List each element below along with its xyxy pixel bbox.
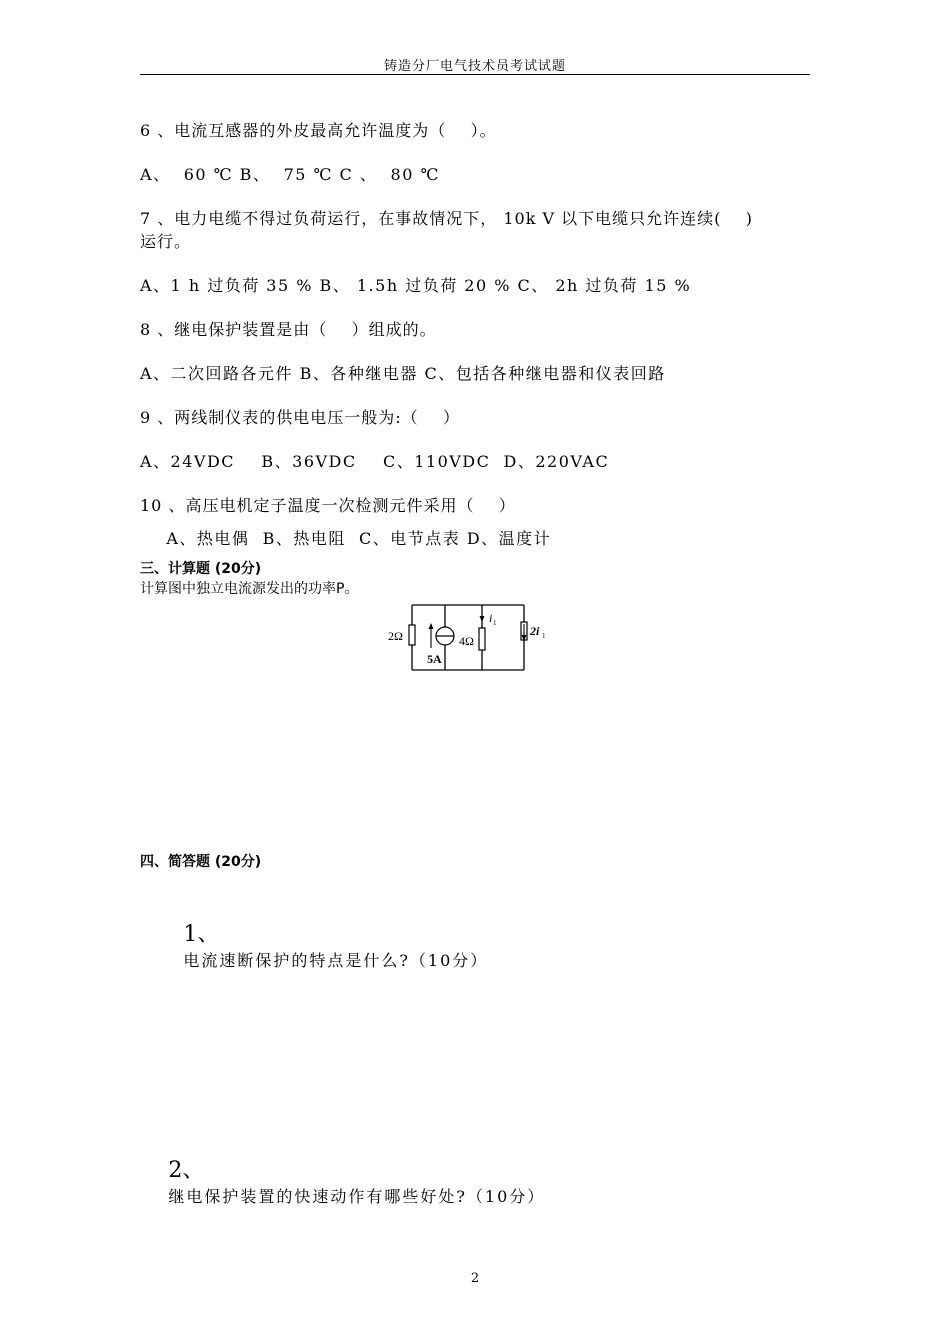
resistor-2ohm (409, 625, 415, 645)
short-question-2 (140, 1134, 545, 1226)
question-7: 7 、电力电缆不得过负荷运行，在事故情况下， 10k V 以下电缆只允许连续( ) (140, 209, 753, 228)
current-i1-label: i (489, 611, 493, 625)
question-10: 10 、高压电机定子温度一次检测元件采用（ ） (140, 496, 516, 515)
question-9-options: A、24VDC B、36VDC C、110VDC D、220VAC (140, 452, 610, 471)
question-9: 9 、两线制仪表的供电电压一般为:（ ） (140, 408, 461, 427)
header-rule (140, 74, 810, 75)
short-question-1-number: 1、 (183, 922, 220, 947)
short-question-1-text: 电流速断保护的特点是什么?（10分） (183, 951, 489, 970)
source-label: 5A (427, 652, 442, 666)
question-6: 6 、电流互感器的外皮最高允许温度为（ ）。 (140, 121, 497, 140)
short-question-2-number: 2、 (168, 1158, 205, 1183)
question-8-options: A、二次回路各元件 B、各种继电器 C、包括各种继电器和仪表回路 (140, 364, 666, 383)
resistor-4ohm (479, 628, 485, 650)
page-number: 2 (470, 1271, 480, 1286)
calc-section-prompt: 计算图中独立电流源发出的功率P。 (140, 581, 359, 597)
dependent-subscript: 1 (542, 632, 546, 640)
dependent-label: 2i (530, 624, 540, 638)
question-7-options: A、1 h 过负荷 35 % B、 1.5h 过负荷 20 % C、 2h 过负荷 15 % (140, 276, 692, 295)
short-question-1 (155, 898, 488, 990)
question-10-options: A、热电偶 B、热电阻 C、电节点表 D、温度计 (140, 529, 552, 548)
current-i1-subscript: 1 (493, 619, 497, 627)
r1-label: 2Ω (388, 629, 403, 643)
header-title: 铸造分厂电气技术员考试试题 (383, 59, 566, 74)
current-i1-arrow-icon (480, 616, 485, 622)
short-section-heading: 四、简答题 (20分) (140, 854, 262, 870)
calc-section-heading: 三、计算题 (20分) (140, 561, 262, 577)
question-8: 8 、继电保护装置是由（ ）组成的。 (140, 320, 437, 339)
r2-label: 4Ω (459, 634, 474, 648)
question-6-options: A、 60 ℃ B、 75 ℃ C 、 80 ℃ (140, 165, 440, 184)
short-question-2-text: 继电保护装置的快速动作有哪些好处?（10分） (168, 1187, 546, 1206)
circuit-diagram (385, 600, 545, 675)
question-7-continuation: 运行。 (140, 232, 192, 251)
